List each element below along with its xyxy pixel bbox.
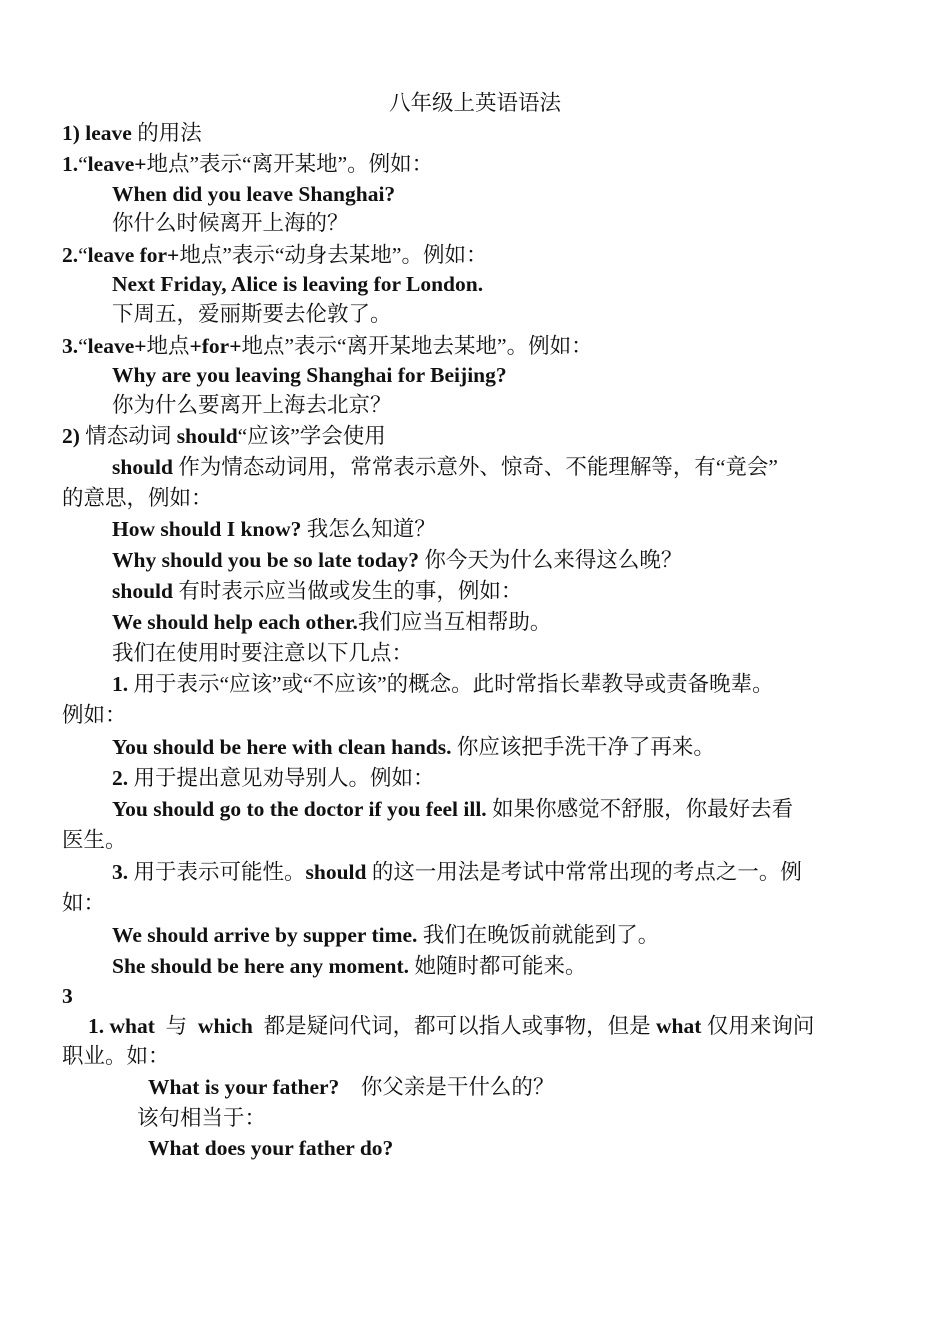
example — [148, 1074, 554, 1100]
example-zh-text: 你今天为什么来得这么晚？ — [419, 548, 683, 572]
quote-mark: “ — [78, 152, 88, 176]
example-en-text: Why should you be so late today? — [112, 548, 420, 572]
point-3-continued: 如： — [62, 891, 106, 915]
example — [112, 922, 659, 948]
point-text: 用于提出意见劝导别人。例如： — [128, 766, 435, 790]
section-3-heading — [62, 983, 73, 1009]
heading-number: 3 — [62, 984, 73, 1008]
rule-number: 1. — [62, 152, 79, 176]
example-en-text: We should help each other. — [112, 610, 358, 634]
rule-text: 地点”表示“离开某地去某地”。例如： — [241, 334, 593, 358]
intro-continued: 的意思，例如： — [62, 486, 213, 510]
rule-pattern: +for+ — [189, 334, 242, 358]
example-zh-text: 她随时都可能来。 — [409, 954, 587, 978]
rule-text: 地点”表示“离开某地”。例如： — [146, 152, 434, 176]
point-1-continued: 职业。如： — [62, 1044, 170, 1068]
example-en-text: Why are you leaving Shanghai for Beijing? — [112, 363, 507, 387]
heading-text: 的用法 — [131, 121, 202, 145]
example-zh: 你为什么要离开上海去北京？ — [112, 393, 392, 417]
point-1 — [88, 1013, 814, 1039]
keyword: should — [112, 455, 173, 479]
example — [112, 609, 551, 635]
example-en-text: When did you leave Shanghai? — [112, 182, 396, 206]
example — [112, 516, 436, 542]
example-continued: 医生。 — [62, 828, 127, 852]
example-zh: 下周五，爱丽斯要去伦敦了。 — [112, 302, 392, 326]
heading-number: 2) — [62, 424, 80, 448]
point-text: 都是疑问代词，都可以指人或事物，但是 — [252, 1014, 657, 1038]
rule-text: 地点”表示“动身去某地”。例如： — [179, 243, 488, 267]
example-zh-text: 我怎么知道？ — [301, 517, 436, 541]
example — [112, 547, 682, 573]
usage-note — [112, 578, 522, 604]
point-number: 1. — [88, 1014, 105, 1038]
equivalent-note: 该句相当于： — [137, 1106, 267, 1130]
intro-text: 作为情态动词用，常常表示意外、惊奇、不能理解等，有“竟会” — [172, 455, 778, 479]
keyword: should — [305, 860, 367, 884]
point-text: 仅用来询问 — [701, 1014, 815, 1038]
point-3 — [112, 859, 802, 885]
quote-mark: “ — [78, 243, 88, 267]
point-1-continued: 例如： — [62, 703, 127, 727]
keyword: what — [104, 1014, 155, 1038]
page-title: 八年级上英语语法 — [388, 91, 561, 115]
example — [112, 953, 586, 979]
example-zh-text: 如果你感觉不舒服，你最好去看 — [486, 797, 794, 821]
keyword: what — [656, 1014, 702, 1038]
example-en-text: You should go to the doctor if you feel ill. — [112, 797, 487, 821]
keyword: which — [197, 1014, 253, 1038]
example-zh-text: 你父亲是干什么的？ — [339, 1075, 555, 1099]
example-en-text: You should be here with clean hands. — [112, 735, 452, 759]
example-en-text: How should I know? — [112, 517, 302, 541]
intro-paragraph — [112, 454, 778, 480]
usage-text: 有时表示应当做或发生的事，例如： — [172, 579, 523, 603]
heading-bold: should — [176, 424, 238, 448]
example-zh: 你什么时候离开上海的？ — [112, 211, 349, 235]
point-text: 用于表示“应该”或“不应该”的概念。此时常指长辈教导或责备晚辈。 — [128, 672, 774, 696]
section-2-heading — [62, 423, 386, 449]
point-number: 1. — [112, 672, 129, 696]
example-en-text: She should be here any moment. — [112, 954, 410, 978]
quote-mark: “ — [78, 334, 88, 358]
example-zh-text: 我们应当互相帮助。 — [357, 610, 552, 634]
section-1-heading — [62, 120, 202, 146]
rule-1 — [62, 151, 433, 177]
heading-text: 情态动词 — [79, 424, 177, 448]
rule-number: 2. — [62, 243, 79, 267]
example-en-text: What does your father do? — [148, 1136, 394, 1160]
point-text: 与 — [154, 1014, 198, 1038]
rule-pattern: leave+ — [87, 334, 147, 358]
rule-3 — [62, 333, 593, 359]
example-en — [112, 181, 395, 207]
example-en-text: We should arrive by supper time. — [112, 923, 418, 947]
example — [112, 796, 793, 822]
example-en — [112, 362, 507, 388]
keyword: should — [112, 579, 173, 603]
point-1 — [112, 671, 774, 697]
point-2 — [112, 765, 435, 791]
point-text: 的这一用法是考试中常常出现的考点之一。例 — [366, 860, 802, 884]
rule-pattern: leave+ — [87, 152, 147, 176]
example-en-text: What is your father? — [148, 1075, 340, 1099]
rule-2 — [62, 242, 487, 268]
example-en — [112, 271, 483, 297]
example-zh-text: 我们在晚饭前就能到了。 — [417, 923, 660, 947]
point-number: 3. — [112, 860, 129, 884]
rule-pattern: leave for+ — [87, 243, 180, 267]
example — [148, 1135, 393, 1161]
point-number: 2. — [112, 766, 129, 790]
example — [112, 734, 715, 760]
example-en-text: Next Friday, Alice is leaving for London. — [112, 272, 484, 296]
rule-text: 地点 — [146, 334, 190, 358]
rule-number: 3. — [62, 334, 79, 358]
example-zh-text: 你应该把手洗干净了再来。 — [451, 735, 715, 759]
note-text: 我们在使用时要注意以下几点： — [112, 641, 414, 665]
point-text: 用于表示可能性。 — [128, 860, 306, 884]
heading-text: “应该”学会使用 — [237, 424, 386, 448]
heading-bold: 1) leave — [62, 121, 132, 145]
